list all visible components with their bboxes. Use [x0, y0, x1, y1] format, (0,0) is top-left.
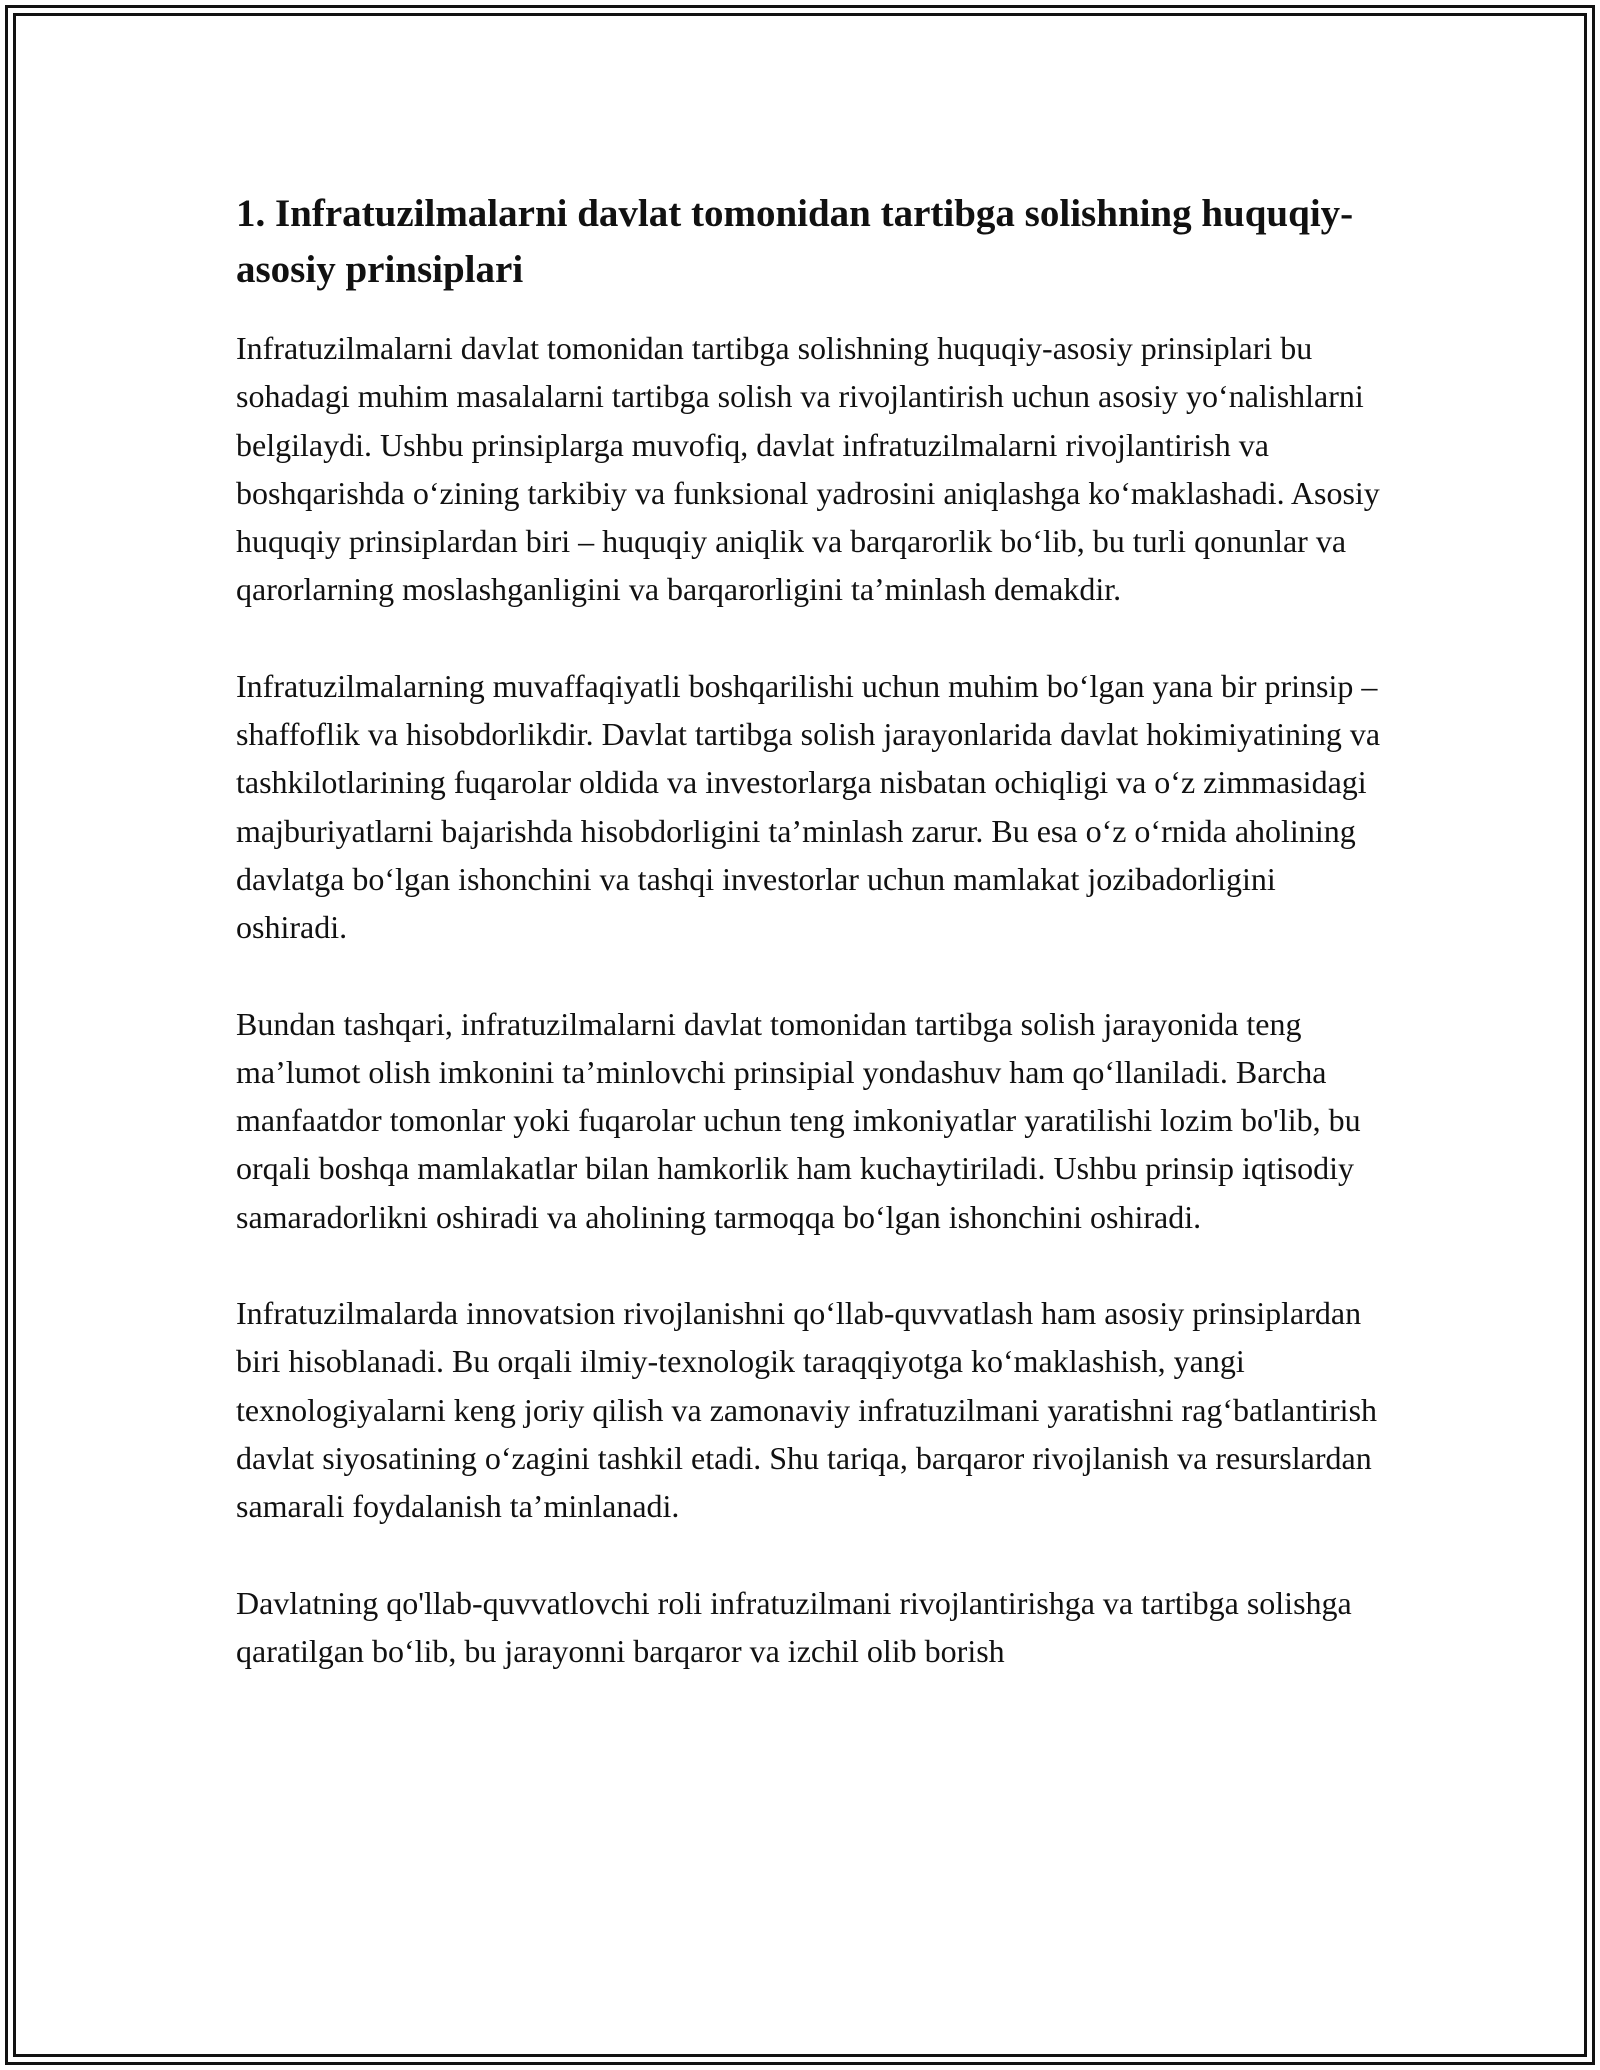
section-heading: 1. Infratuzilmalarni davlat tomonidan tartibga solishning huquqiy-asosiy prinsiplari [236, 192, 1354, 291]
document-body [236, 186, 1384, 1723]
paragraph-3: Bundan tashqari, infratuzilmalarni davlat tomonidan tartibga solish jarayonida teng ma’lumot olish imkonini ta’minlovchi prinsipial yondashuv ham qo‘llaniladi. Barcha manfaatdor tomonlar yoki fuqarolar uchun teng imkoniyatlar yaratilishi lozim bo'lib, bu orqali boshqa mamlakatlar bilan hamkorlik ham kuchaytiriladi. Ushbu prinsip iqtisodiy samaradorlikni oshiradi va aholining tarmoqqa bo‘lgan ishonchini oshiradi. [236, 1005, 1361, 1235]
paragraph-4: Infratuzilmalarda innovatsion rivojlanishni qo‘llab-quvvatlash ham asosiy prinsiplardan biri hisoblanadi. Bu orqali ilmiy-texnologik taraqqiyotga ko‘maklashish, yangi texnologiyalarni keng joriy qilish va zamonaviy infratuzilmani yaratishni rag‘batlantirish davlat siyosatining o‘zagini tashkil etadi. Shu tariqa, barqaror rivojlanish va resurslardan samarali foydalanish ta’minlanadi. [236, 1295, 1378, 1525]
paragraph-5: Davlatning qo'llab-quvvatlovchi roli infratuzilmani rivojlantirishga va tartibga solishga qaratilgan bo‘lib, bu jarayonni barqaror va izchil olib borish [236, 1584, 1352, 1669]
paragraph-1: Infratuzilmalarni davlat tomonidan tartibga solishning huquqiy-asosiy prinsiplari bu sohadagi muhim masalalarni tartibga solish va rivojlantirish uchun asosiy yo‘nalishlarni belgilaydi. Ushbu prinsiplarga muvofiq, davlat infratuzilmalarni rivojlantirish va boshqarishda o‘zining tarkibiy va funksional yadrosini aniqlashga ko‘maklashadi. Asosiy huquqiy prinsiplardan biri – huquqiy aniqlik va barqarorlik bo‘lib, bu turli qonunlar va qarorlarning moslashganligini va barqarorligini ta’minlash demakdir. [236, 330, 1380, 608]
paragraph-2: Infratuzilmalarning muvaffaqiyatli boshqarilishi uchun muhim bo‘lgan yana bir prinsip – shaffoflik va hisobdorlikdir. Davlat tartibga solish jarayonlarida davlat hokimiyatining va tashkilotlarining fuqarolar oldida va investorlarga nisbatan ochiqligi va o‘z zimmasidagi majburiyatlarni bajarishda hisobdorligini ta’minlash zarur. Bu esa o‘z o‘rnida aholining davlatga bo‘lgan ishonchini va tashqi investorlar uchun mamlakat jozibadorligini oshiradi. [236, 667, 1381, 946]
